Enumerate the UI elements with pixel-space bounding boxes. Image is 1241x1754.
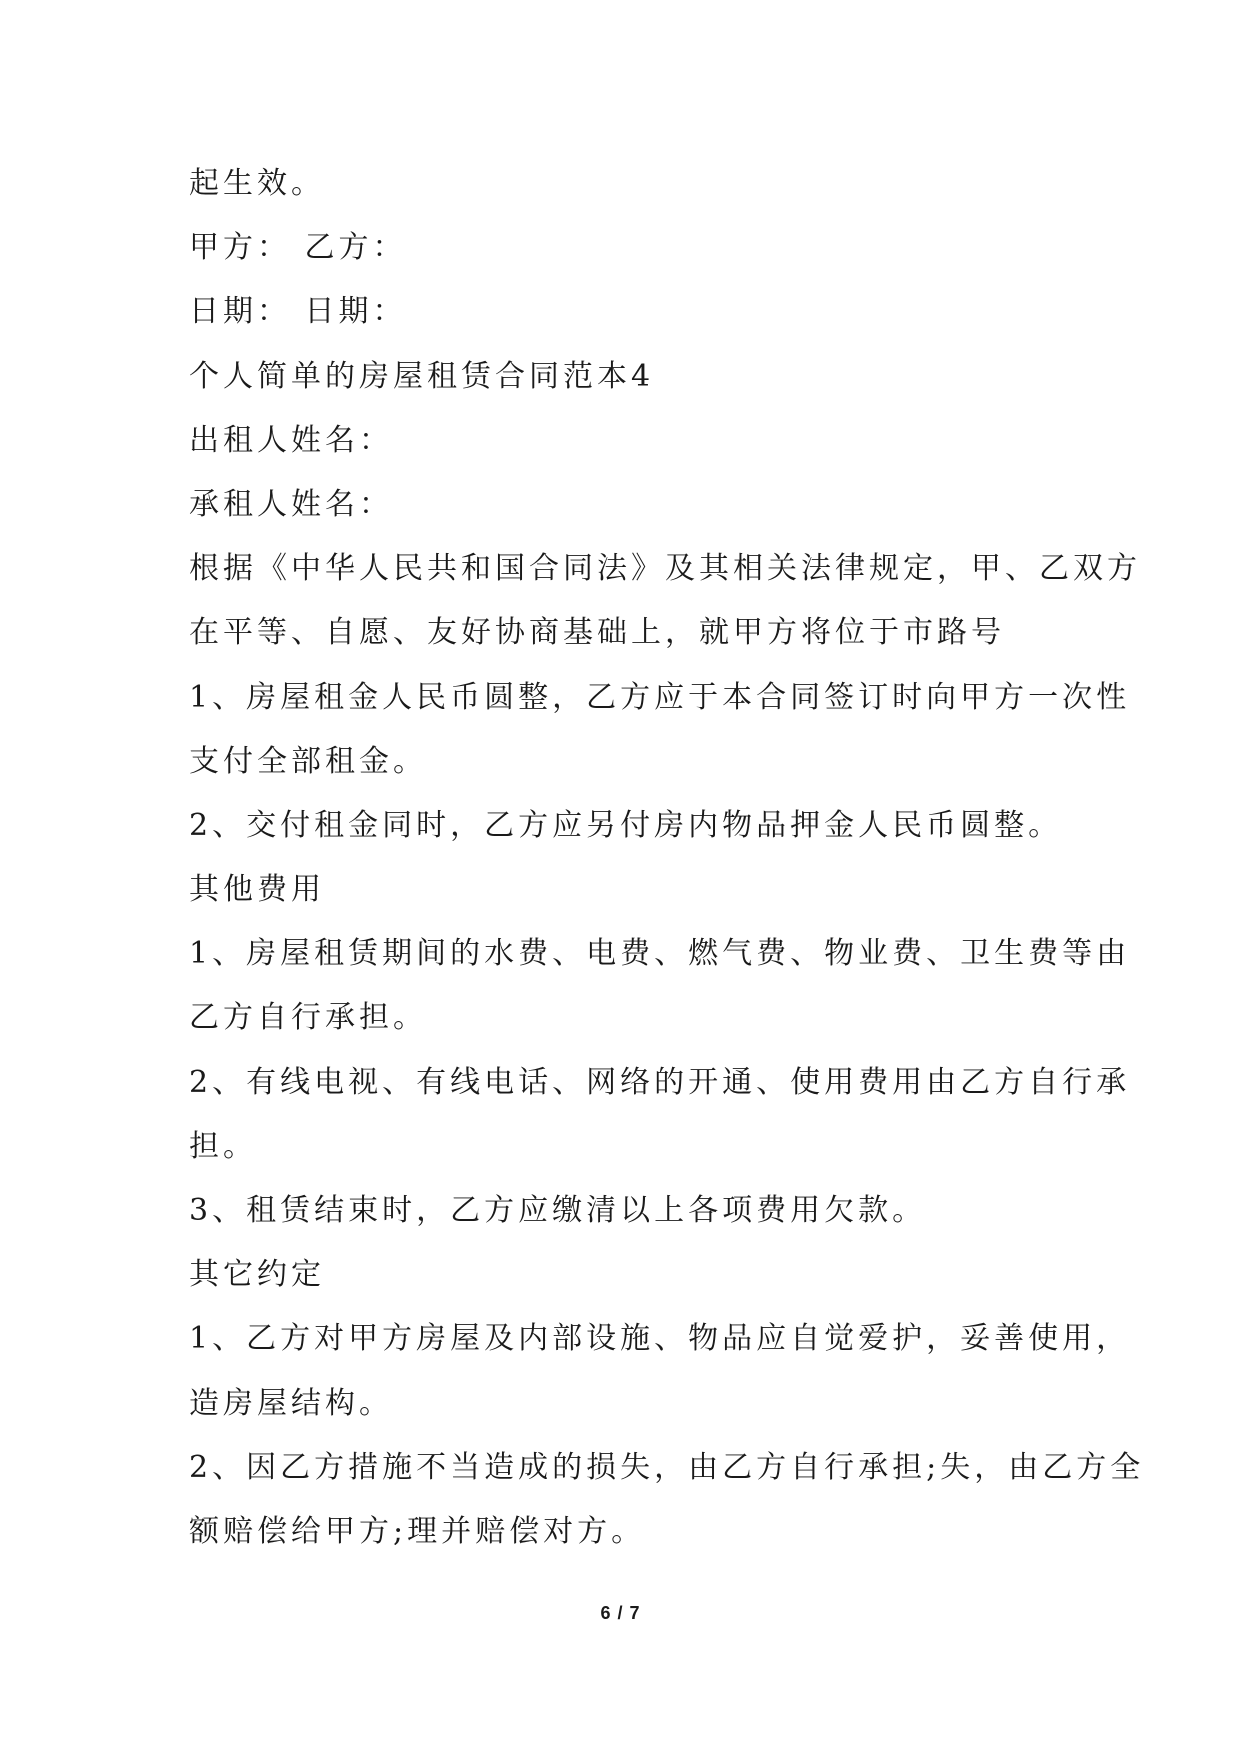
text-line: 出租人姓名：: [189, 422, 393, 458]
text-line: 造房屋结构。: [189, 1385, 393, 1421]
text-line: 2、交付租金同时，乙方应另付房内物品押金人民币圆整。: [189, 807, 1063, 843]
section-title: 个人简单的房屋租赁合同范本4: [189, 358, 655, 394]
text-line: 额赔偿给甲方;理并赔偿对方。: [189, 1513, 646, 1549]
text-line: 2、因乙方措施不当造成的损失，由乙方自行承担;失，由乙方全: [189, 1449, 1145, 1485]
text-line: 承租人姓名：: [189, 486, 393, 522]
page-number: 6 / 7: [600, 1603, 641, 1623]
text-line: 根据《中华人民共和国合同法》及其相关法律规定，甲、乙双方: [189, 551, 1141, 587]
section-heading: 其他费用: [189, 872, 325, 908]
text-line: 日期： 日期：: [189, 294, 407, 330]
text-line: 甲方： 乙方：: [189, 230, 407, 266]
text-line: 在平等、自愿、友好协商基础上，就甲方将位于市路号: [189, 615, 1005, 651]
text-line: 起生效。: [189, 166, 325, 201]
text-line: 乙方自行承担。: [189, 1000, 427, 1036]
text-line: 1、乙方对甲方房屋及内部设施、物品应自觉爱护，妥善使用，: [189, 1321, 1131, 1357]
text-line: 1、房屋租赁期间的水费、电费、燃气费、物业费、卫生费等由: [189, 936, 1131, 972]
text-line: 3、租赁结束时，乙方应缴清以上各项费用欠款。: [189, 1193, 927, 1228]
section-heading: 其它约定: [189, 1257, 325, 1293]
text-line: 2、有线电视、有线电话、网络的开通、使用费用由乙方自行承: [189, 1064, 1131, 1100]
document-body: [189, 152, 1145, 1564]
text-line: 支付全部租金。: [189, 743, 427, 779]
text-line: 1、房屋租金人民币圆整，乙方应于本合同签订时向甲方一次性: [189, 679, 1131, 715]
text-line: 担。: [189, 1128, 257, 1164]
